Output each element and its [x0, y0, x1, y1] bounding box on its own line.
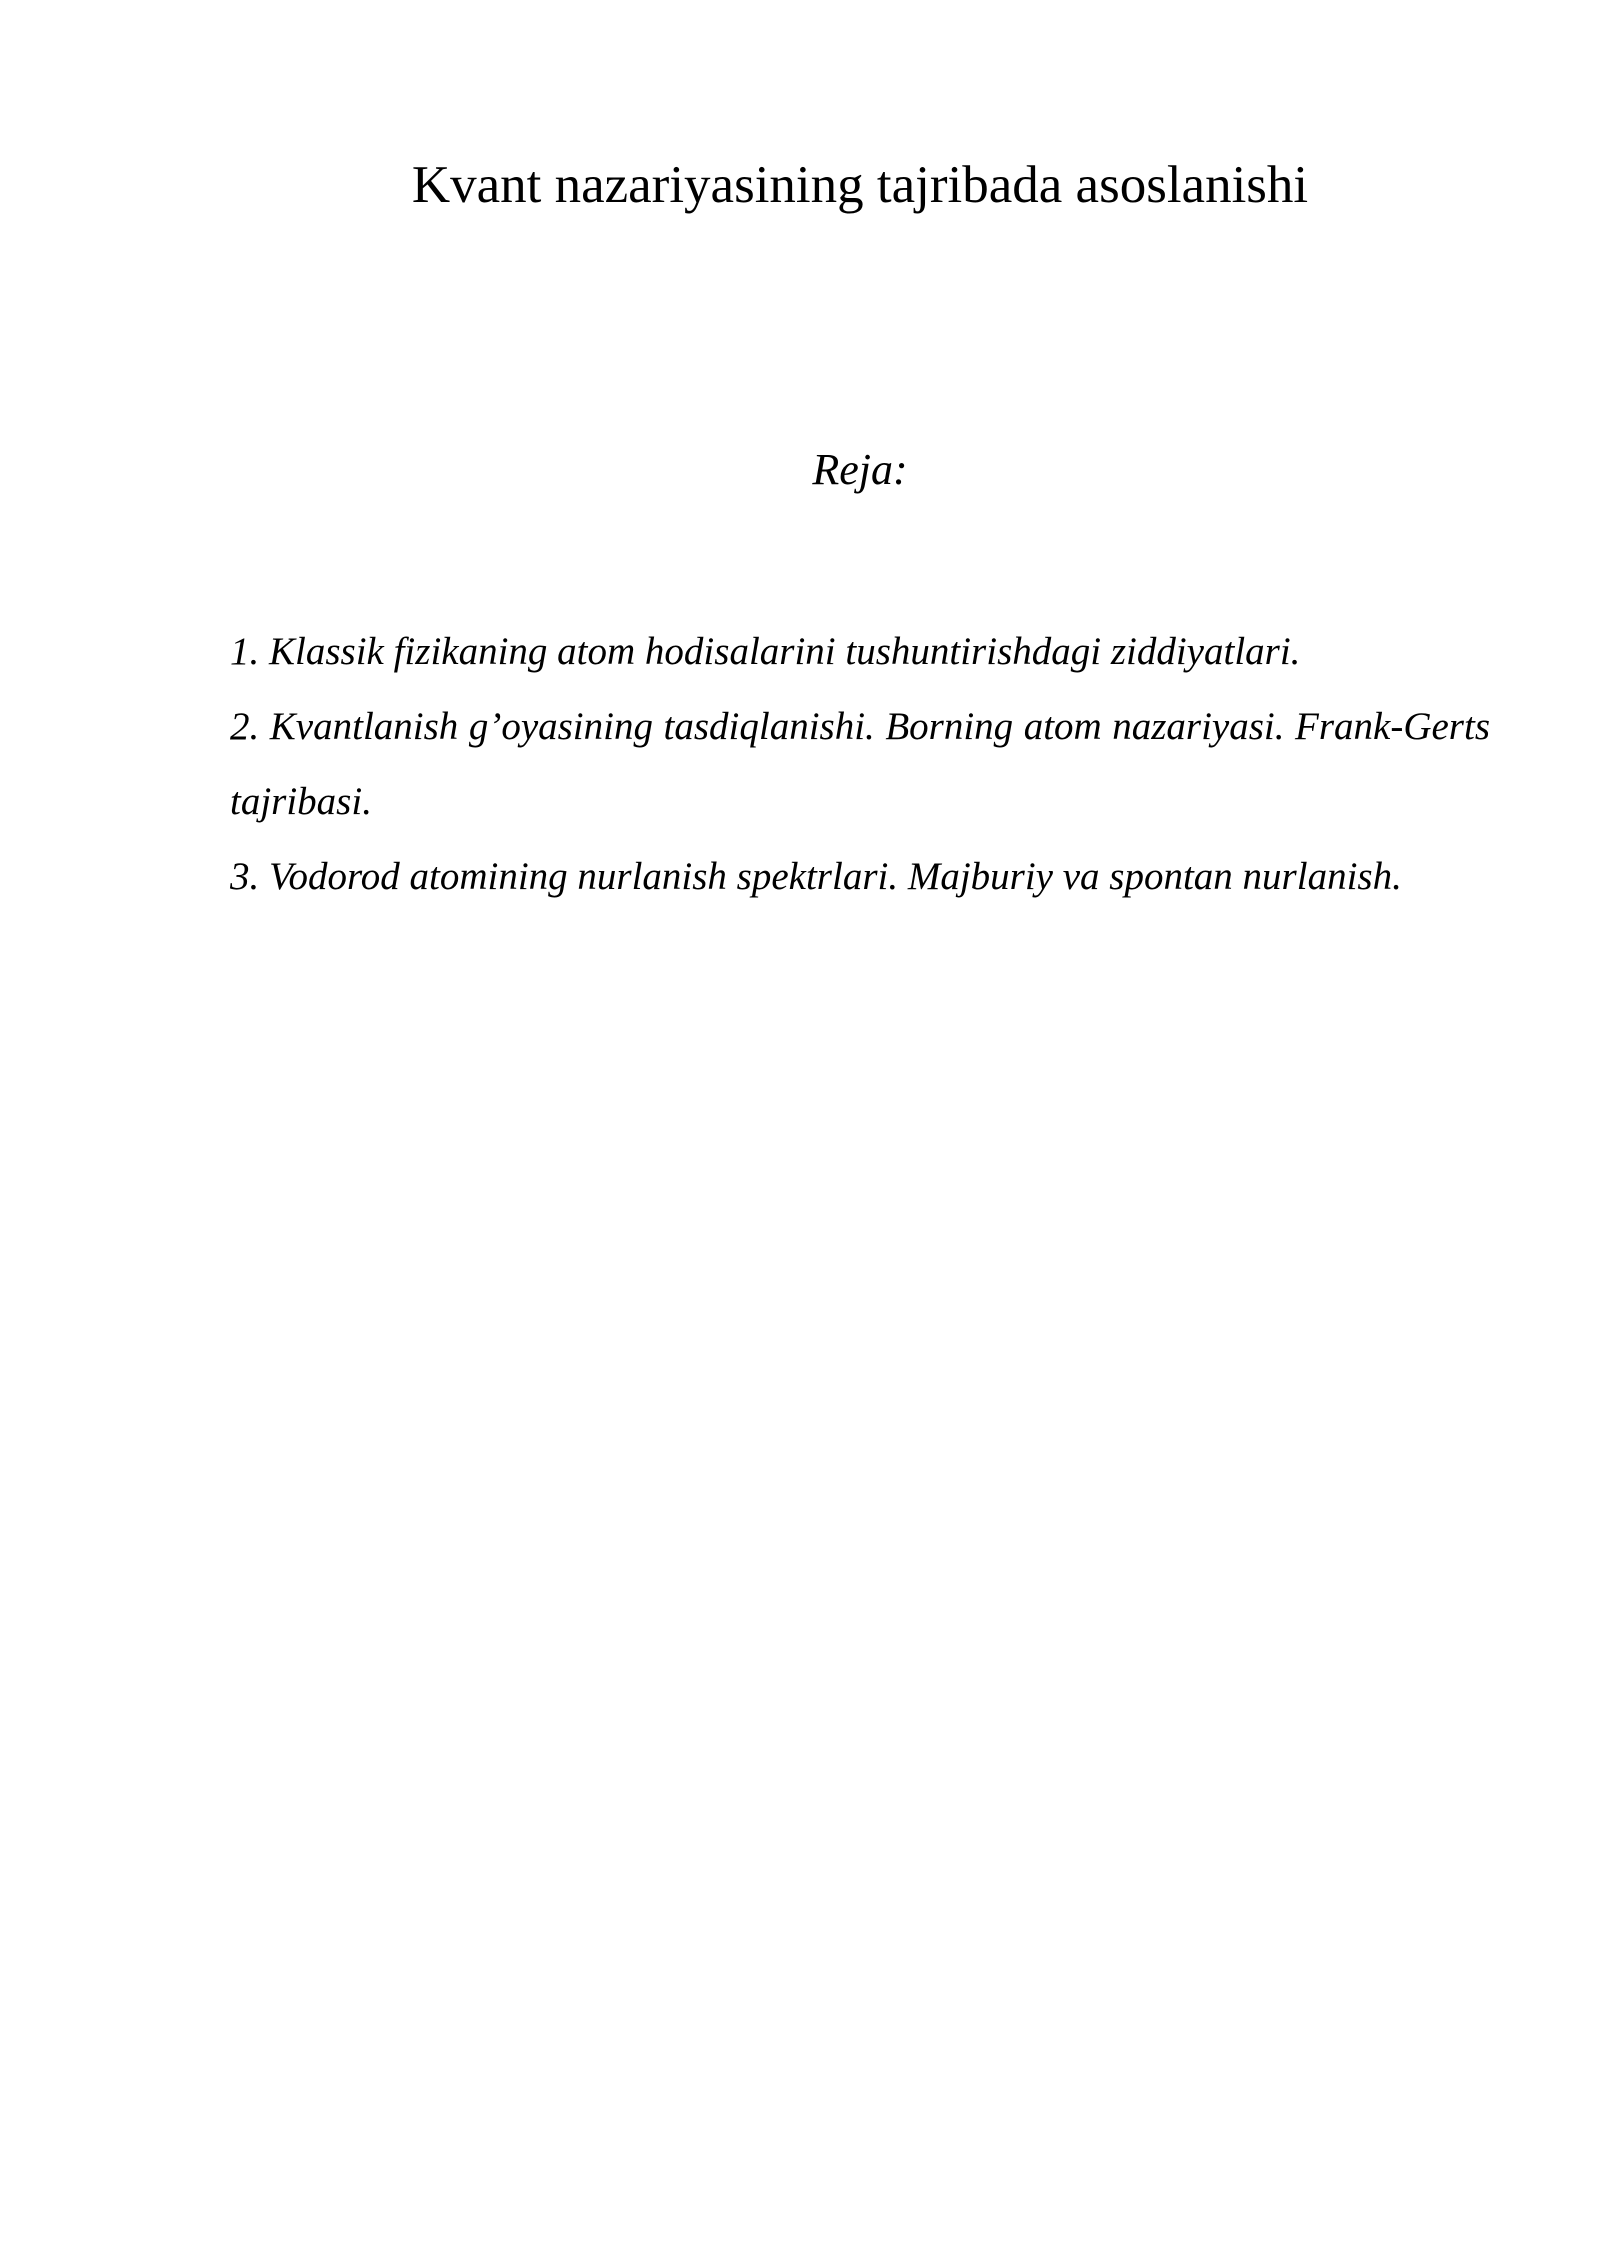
plan-list [230, 614, 1490, 914]
plan-item: 2. Kvantlanish g’oyasining tasdiqlanishi. Borning atom nazariyasi. Frank-Gerts tajribasi. [230, 705, 1490, 823]
plan-item: 1. Klassik fizikaning atom hodisalarini tushuntirishdagi ziddiyatlari. [230, 630, 1301, 673]
plan-item: 3. Vodorod atomining nurlanish spektrlari. Majburiy va spontan nurlanish. [230, 855, 1402, 898]
document-title: Kvant nazariyasining tajribada asoslanishi [411, 156, 1309, 214]
plan-heading: Reja: [812, 445, 908, 494]
